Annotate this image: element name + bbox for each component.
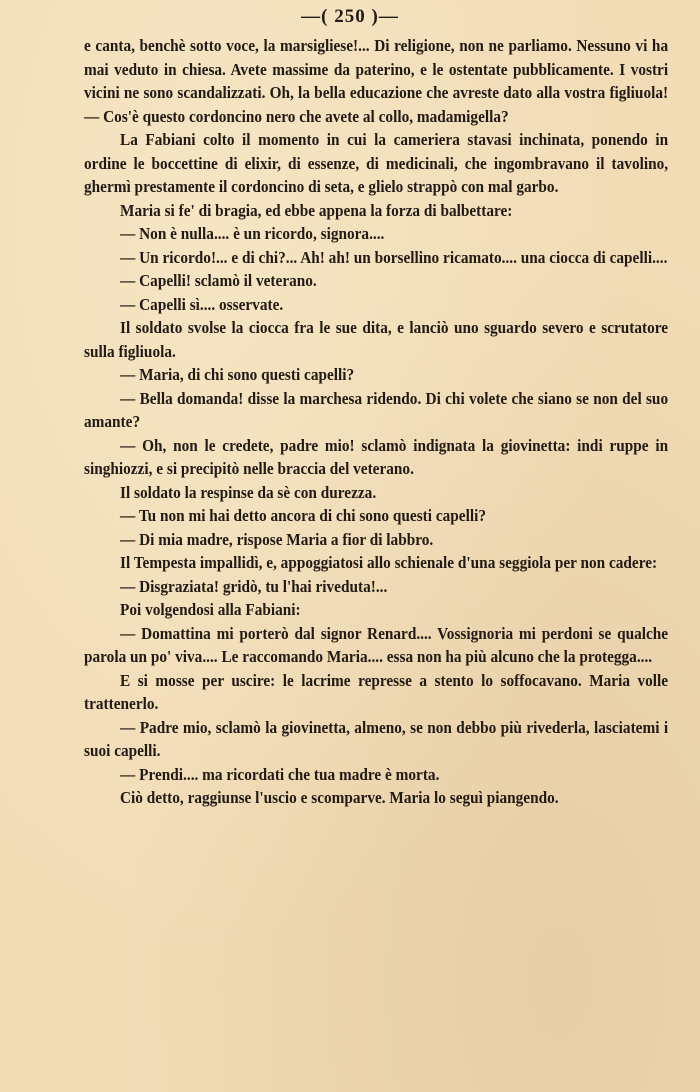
paragraph: La Fabiani colto il momento in cui la cameriera stavasi inchinata, ponendo in ordine le boccettine di elixir, di essenze, di medicinali, che ingombravano il tavolino, ghermì prestamente il cordoncino di seta, e glielo strappò con mal garbo. [84, 130, 669, 196]
paragraph: — Padre mio, sclamò la giovinetta, almeno, se non debbo più rivederla, lasciatemi i suoi capelli. [84, 717, 669, 760]
paragraph: — Maria, di chi sono questi capelli? [120, 365, 355, 384]
paragraph: — Domattina mi porterò dal signor Renard.... Vossignoria mi perdoni se qualche parola un po' viva.... Le raccomando Maria.... essa non ha più alcuno che la protegga.... [84, 623, 669, 666]
paragraph: Poi volgendosi alla Fabiani: [120, 600, 301, 619]
paragraph: — Capelli sì.... osservate. [120, 294, 284, 314]
paragraph: — Bella domanda! disse la marchesa ridendo. Di chi volete che siano se non del suo amante? [84, 388, 669, 431]
paragraph: Maria si fe' di bragia, ed ebbe appena la forza di balbettare: [120, 200, 513, 220]
paragraph: — Un ricordo!... e di chi?... Ah! ah! un borsellino ricamato.... una ciocca di capelli.... [120, 247, 668, 267]
paragraph: Ciò detto, raggiunse l'uscio e scomparve. Maria lo seguì piangendo. [120, 788, 559, 807]
paragraph: — Capelli! sclamò il veterano. [120, 271, 317, 290]
paragraph: e canta, benchè sotto voce, la marsigliese!... Di religione, non ne parliamo. Nessuno vi ha mai veduto in chiesa. Avete massime da paterino, e le ostentate pubblicamente. I vostri vicini ne sono scandalizzati. Oh, la bella educazione che avreste dato alla vostra figliuola! — Cos'è questo cordoncino nero che avete al collo, madamigella? [84, 36, 669, 126]
paragraph: E si mosse per uscire: le lacrime represse a stento lo soffocavano. Maria volle trattenerlo. [84, 670, 669, 713]
paragraph: Il soldato la respinse da sè con durezza. [120, 482, 377, 502]
body-text [84, 34, 669, 810]
paragraph: — Prendi.... ma ricordati che tua madre è morta. [120, 764, 440, 784]
paragraph: — Disgraziata! gridò, tu l'hai riveduta!... [120, 576, 388, 596]
paragraph: Il Tempesta impallidì, e, appoggiatosi allo schienale d'una seggiola per non cadere: [120, 553, 658, 572]
paragraph: — Oh, non le credete, padre mio! sclamò indignata la giovinetta: indi ruppe in singhiozzi, e si precipitò nelle braccia del veterano. [84, 435, 669, 478]
paragraph: Il soldato svolse la ciocca fra le sue dita, e lanciò uno sguardo severo e scrutatore sulla figliuola. [84, 318, 669, 361]
page-number-header: —( 250 )— [301, 6, 399, 27]
paragraph: — Di mia madre, rispose Maria a fior di labbro. [120, 529, 434, 549]
paragraph: — Tu non mi hai detto ancora di chi sono questi capelli? [120, 506, 486, 525]
paragraph: — Non è nulla.... è un ricordo, signora.... [120, 224, 385, 243]
